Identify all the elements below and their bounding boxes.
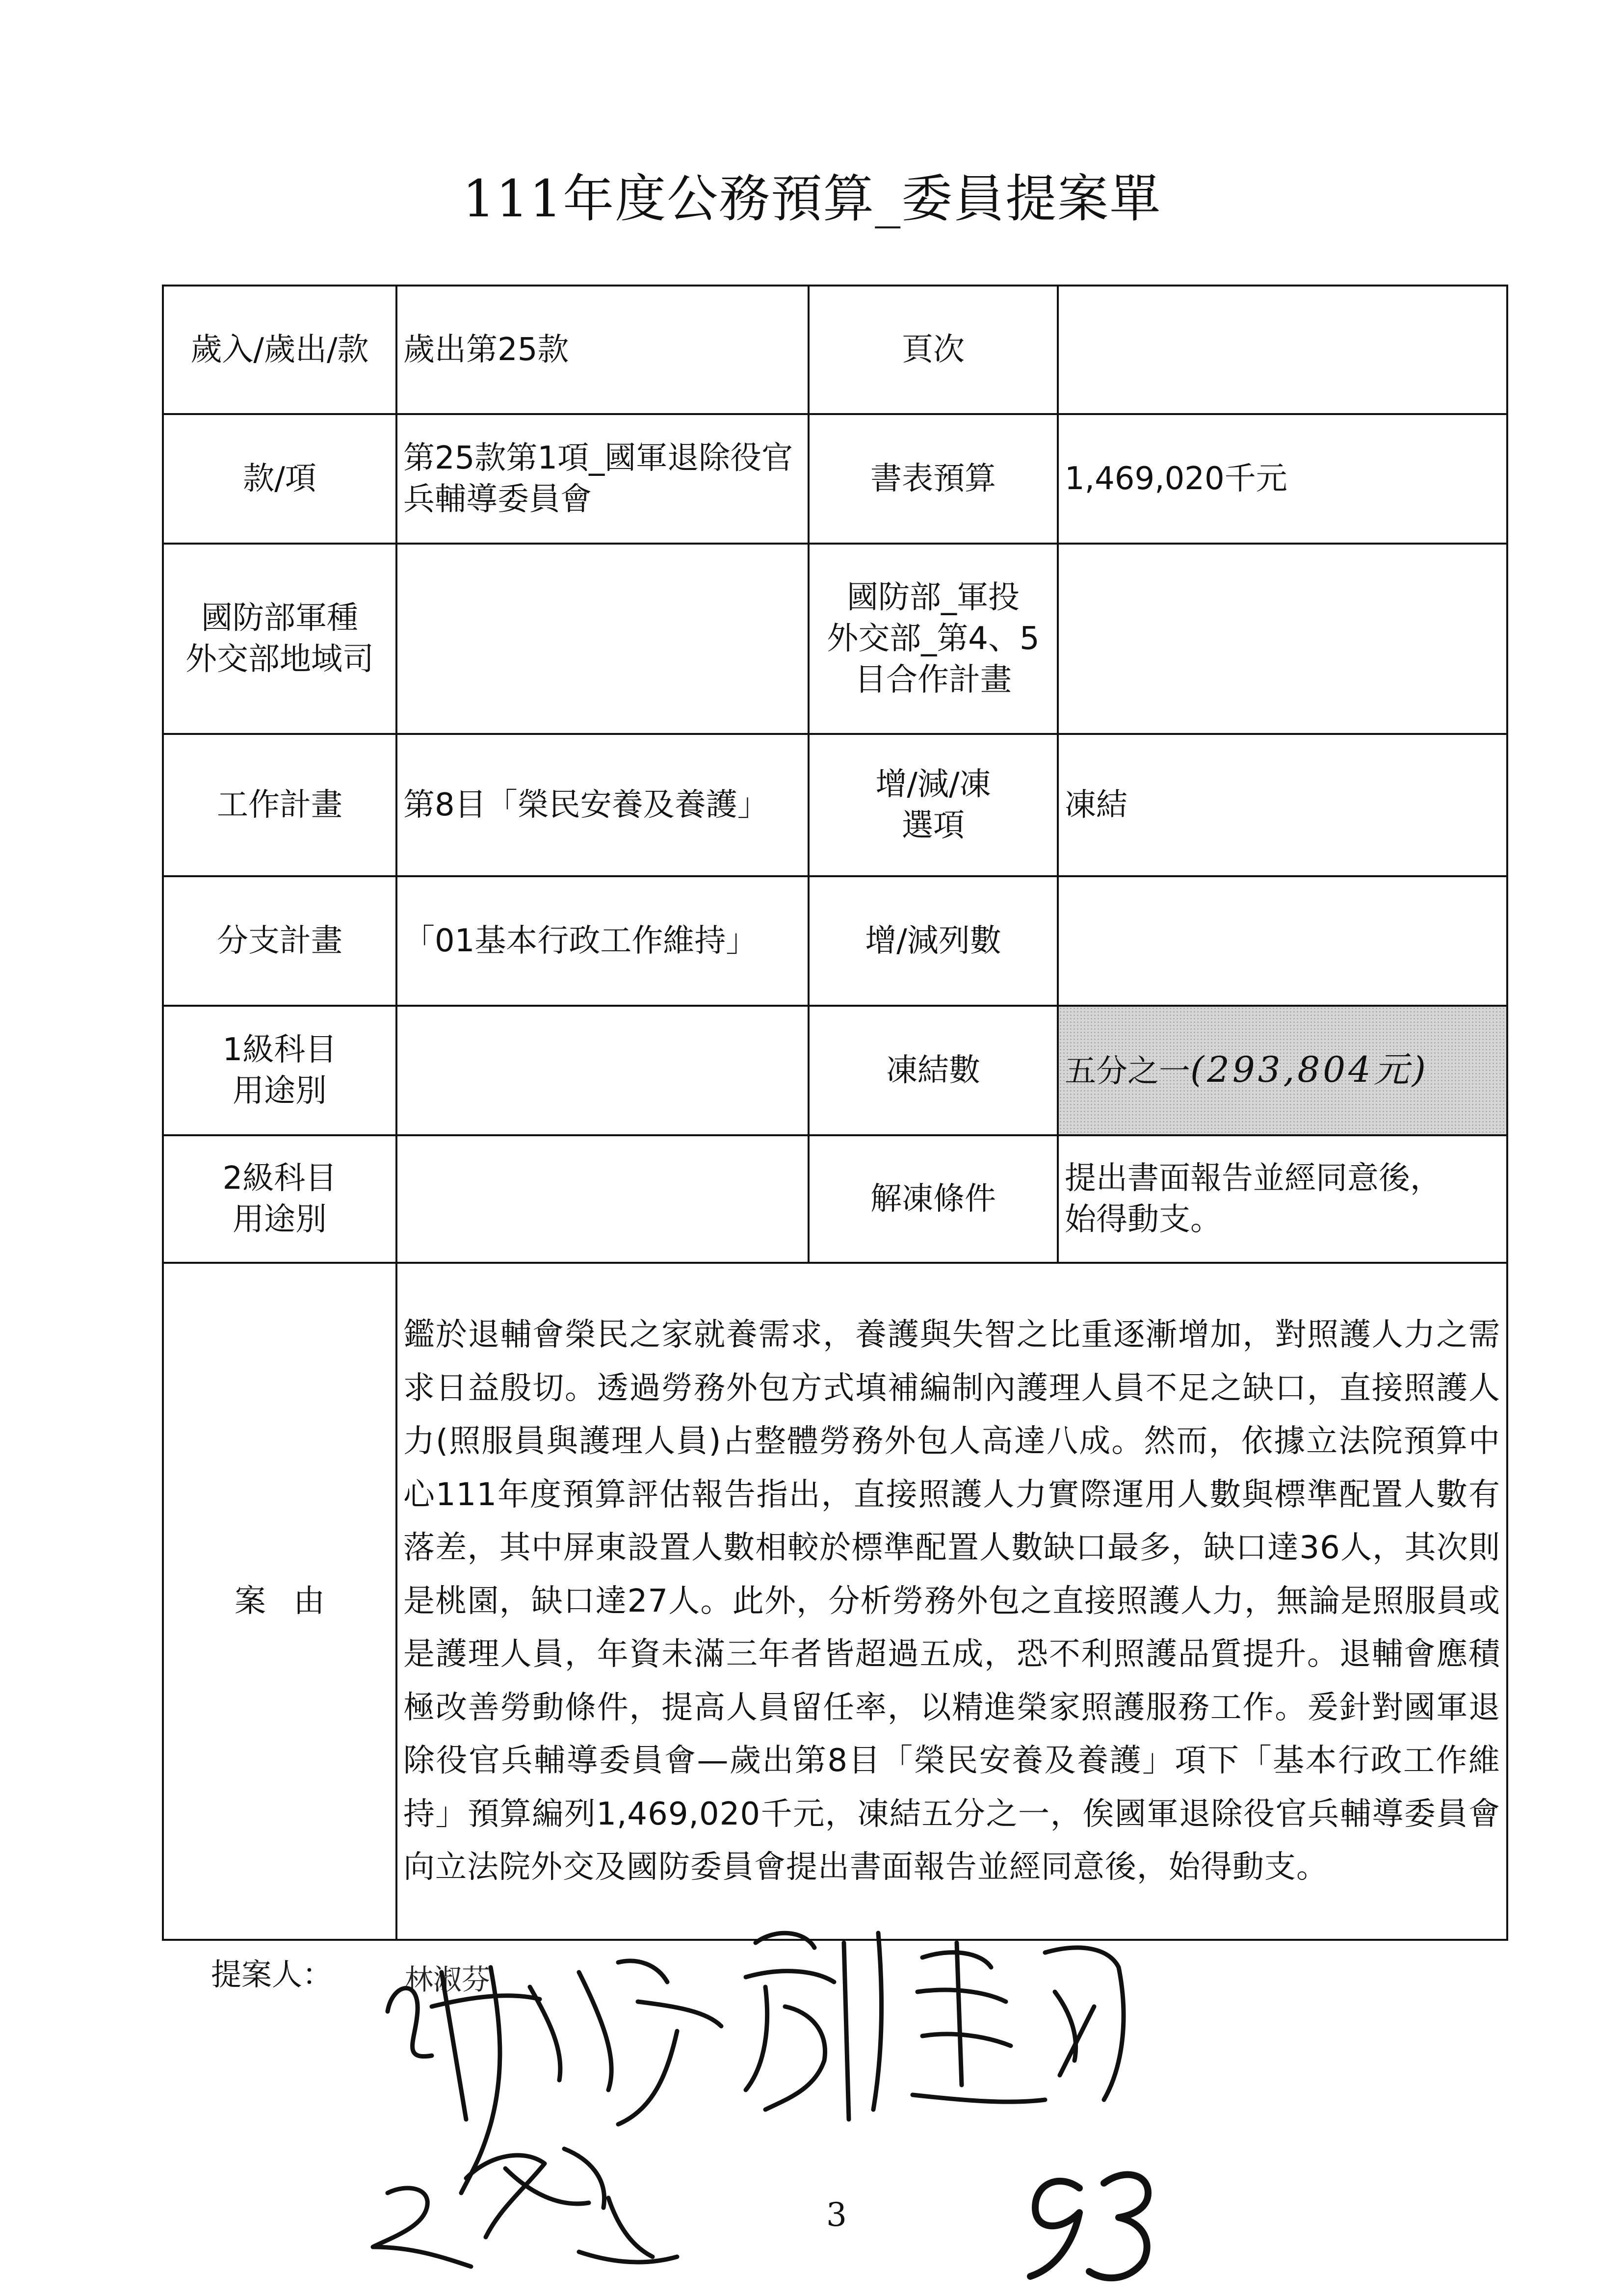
- field-label: 解凍條件: [809, 1135, 1058, 1263]
- field-label: 國防部_軍投 外交部_第4、5 目合作計畫: [809, 544, 1058, 734]
- signature-2-stroke: [373, 2188, 471, 2267]
- page-number: 3: [826, 2196, 847, 2234]
- field-label: 分支計畫: [163, 876, 396, 1006]
- freeze-printed-text: 五分之一: [1065, 1053, 1190, 1090]
- signature-1-stroke: [618, 2031, 677, 2124]
- field-label: 歲入/歲出/款: [163, 286, 396, 414]
- field-value: 第8目「榮民安養及養護」: [396, 734, 809, 876]
- field-value: 1,469,020千元: [1058, 414, 1507, 544]
- field-value: 凍結: [1058, 734, 1507, 876]
- signature-3-stroke: [746, 1933, 834, 1982]
- proposer-label: 提案人：: [211, 1957, 333, 1992]
- signature-1-stroke: [530, 1972, 611, 2090]
- freeze-handwritten-amount: (293,804元): [1190, 1049, 1429, 1090]
- signature-2-stroke: [505, 2149, 604, 2208]
- signature-3-stroke: [844, 1933, 882, 2119]
- signature-1-stroke: [432, 1972, 540, 2119]
- signature-3-stroke: [1055, 1992, 1094, 2075]
- field-value: 歲出第25款: [396, 286, 809, 414]
- page-title: 111年度公務預算_委員提案單: [462, 169, 1162, 229]
- field-label: 1級科目 用途別: [163, 1006, 396, 1135]
- field-label: 國防部軍種 外交部地域司: [163, 544, 396, 734]
- field-label: 增/減列數: [809, 876, 1058, 1006]
- field-label: 2級科目 用途別: [163, 1135, 396, 1263]
- field-label: 書表預算: [809, 414, 1058, 544]
- signature-3-stroke: [746, 1987, 825, 2110]
- signature-3-stroke: [917, 1943, 1006, 2085]
- signature-1-stroke: [388, 1988, 432, 2057]
- field-label: 增/減/凍 選項: [809, 734, 1058, 876]
- signature-3-stroke: [913, 2034, 1045, 2102]
- field-label: 款/項: [163, 414, 396, 544]
- handwritten-number-93: [1030, 2175, 1148, 2278]
- signature-1-stroke: [618, 1961, 721, 2026]
- signature-2-stroke: [579, 2198, 677, 2262]
- field-label: 頁次: [809, 286, 1058, 414]
- proposer-name: 林淑芬: [405, 1963, 491, 1996]
- field-value: 「01基本行政工作維持」: [396, 876, 809, 1006]
- reason-label-text: 案 由: [235, 1583, 325, 1619]
- reason-text: 鑑於退輔會榮民之家就養需求，養護與失智之比重逐漸增加，對照護人力之需求日益殷切。透過勞務外包方式填補編制內護理人員不足之缺口，直接照護人力(照服員與護理人員)占整體勞務外包人高達八成。然而，依據立法院預算中心111年度預算評估報告指出，直接照護人力實際運用人數與標準配置人數有落差，其中屏東設置人數相較於標準配置人數缺口最多，缺口達36人，其次則是桃園，缺口達27人。此外，分析勞務外包之直接照護人力，無論是照服員或是護理人員，年資未滿三年者皆超過五成，恐不利照護品質提升。退輔會應積極改善勞動條件，提高人員留任率，以精進榮家照護服務工作。爰針對國軍退除役官兵輔導委員會—歲出第8目「榮民安養及養護」項下「基本行政工作維持」預算編列1,469,020千元，凍結五分之一，俟國軍退除役官兵輔導委員會向立法院外交及國防委員會提出書面報告並經同意後，始得動支。: [403, 1317, 1500, 1886]
- field-value: 第25款第1項_國軍退除役官 兵輔導委員會: [396, 414, 809, 544]
- field-label: 工作計畫: [163, 734, 396, 876]
- field-label: 凍結數: [809, 1006, 1058, 1135]
- field-value: 提出書面報告並經同意後， 始得動支。: [1058, 1135, 1507, 1263]
